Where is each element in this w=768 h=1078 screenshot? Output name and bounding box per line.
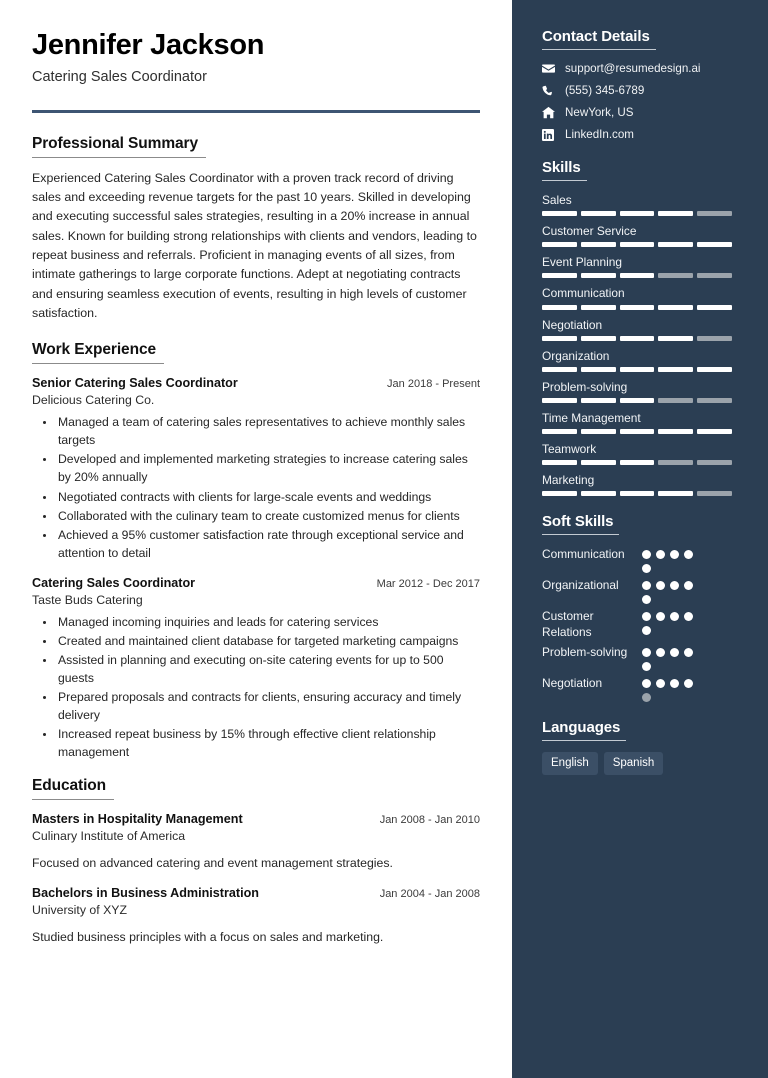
skill-label: Organization <box>542 348 610 363</box>
skill-level-segment <box>542 491 577 496</box>
skill-label: Sales <box>542 193 572 208</box>
work-experience-item <box>32 575 480 761</box>
skill-level-segment <box>697 367 732 372</box>
skill-level-segment <box>620 336 655 341</box>
work-item-title: Senior Catering Sales Coordinator <box>32 376 238 391</box>
candidate-name: Jennifer Jackson <box>32 29 265 61</box>
section-work-experience <box>32 341 480 760</box>
work-bullet: • Increased repeat business by 15% through effective client relationship management <box>56 725 480 761</box>
soft-skill-rating <box>642 675 704 702</box>
soft-skill-rating <box>642 644 704 671</box>
skill-level-segment <box>581 305 616 310</box>
work-experience-item <box>32 375 480 561</box>
language-chip[interactable]: English <box>542 752 598 775</box>
rating-dot <box>642 679 651 688</box>
section-heading-languages: Languages <box>542 719 626 741</box>
rating-dot <box>684 648 693 657</box>
work-item-dates: Jan 2018 - Present <box>387 378 480 391</box>
soft-skill-label: Problem-solving <box>542 645 628 659</box>
languages-list <box>542 752 738 775</box>
skill-level-segment <box>581 242 616 247</box>
skill-label: Problem-solving <box>542 379 628 394</box>
section-skills <box>542 159 738 496</box>
work-item-bullets <box>32 613 480 761</box>
skill-label: Marketing <box>542 472 595 487</box>
work-item-header <box>32 375 480 392</box>
skill-level-segment <box>658 429 693 434</box>
skill-level-segment <box>658 242 693 247</box>
rating-dot <box>684 679 693 688</box>
skill-level-segment <box>697 491 732 496</box>
education-item-header <box>32 885 480 902</box>
skill-level-bar <box>542 336 732 341</box>
rating-dot <box>642 693 651 702</box>
skill-level-segment <box>542 460 577 465</box>
skill-level-segment <box>697 242 732 247</box>
soft-skill-label: Organizational <box>542 577 619 592</box>
rating-dot <box>642 626 651 635</box>
skill-level-segment <box>658 398 693 403</box>
education-item-description: Focused on advanced catering and event management strategies. <box>32 855 393 870</box>
rating-dot <box>684 612 693 621</box>
skill-level-segment <box>542 398 577 403</box>
phone-icon <box>542 84 559 97</box>
skill-level-segment <box>658 367 693 372</box>
work-item-organization: Taste Buds Catering <box>32 592 143 607</box>
contact-item-value: (555) 345-6789 <box>565 84 645 98</box>
contact-item-value: LinkedIn.com <box>565 128 634 142</box>
section-languages <box>542 719 738 775</box>
skill-level-segment <box>697 460 732 465</box>
soft-skill-rating <box>642 608 704 635</box>
rating-dot <box>670 581 679 590</box>
work-item-title: Catering Sales Coordinator <box>32 575 196 590</box>
skill-level-segment <box>620 429 655 434</box>
work-item-dates: Mar 2012 - Dec 2017 <box>376 577 480 590</box>
work-bullet: • Achieved a 95% customer satisfaction rate through exceptional service and attention to detail <box>56 526 480 562</box>
skill-level-bar <box>542 273 732 278</box>
skill-level-segment <box>542 273 577 278</box>
education-item-description: Studied business principles with a focus on sales and marketing. <box>32 929 384 944</box>
rating-dot <box>656 648 665 657</box>
skill-level-segment <box>581 336 616 341</box>
skill-level-segment <box>581 398 616 403</box>
skill-level-segment <box>697 305 732 310</box>
rating-dot <box>684 581 693 590</box>
skills-list <box>542 192 738 496</box>
skill-level-segment <box>658 273 693 278</box>
contact-item[interactable] <box>542 83 738 98</box>
education-item-school: University of XYZ <box>32 903 127 918</box>
skill-level-segment <box>697 273 732 278</box>
skill-level-segment <box>542 367 577 372</box>
rating-dot <box>642 581 651 590</box>
soft-skill-item <box>542 577 738 604</box>
skill-level-segment <box>658 211 693 216</box>
skill-level-segment <box>697 336 732 341</box>
skill-level-segment <box>620 491 655 496</box>
skill-level-segment <box>697 429 732 434</box>
education-item-dates: Jan 2008 - Jan 2010 <box>379 813 480 826</box>
rating-dot <box>670 679 679 688</box>
language-chip[interactable]: Spanish <box>604 752 664 775</box>
skill-level-segment <box>620 367 655 372</box>
contact-item[interactable] <box>542 127 738 142</box>
rating-dot <box>656 581 665 590</box>
skill-level-segment <box>658 305 693 310</box>
skill-level-bar <box>542 491 732 496</box>
skill-level-segment <box>620 398 655 403</box>
skill-level-bar <box>542 460 732 465</box>
skill-level-segment <box>581 460 616 465</box>
section-education <box>32 777 480 947</box>
education-list <box>32 811 480 947</box>
sidebar <box>512 0 768 1078</box>
skill-level-segment <box>697 398 732 403</box>
candidate-job-title: Catering Sales Coordinator <box>32 68 207 85</box>
section-heading-soft-skills: Soft Skills <box>542 513 619 535</box>
work-bullet: • Negotiated contracts with clients for large-scale events and weddings <box>56 488 480 506</box>
skill-level-segment <box>542 429 577 434</box>
contact-item-value: NewYork, US <box>565 106 634 120</box>
soft-skills-list <box>542 546 738 702</box>
rating-dot <box>670 612 679 621</box>
skill-level-segment <box>542 305 577 310</box>
skill-level-segment <box>620 273 655 278</box>
section-heading-work: Work Experience <box>32 341 164 364</box>
soft-skill-label: Communication <box>542 546 625 561</box>
education-item <box>32 811 480 872</box>
rating-dot <box>656 550 665 559</box>
skill-level-segment <box>581 367 616 372</box>
section-heading-skills: Skills <box>542 159 587 181</box>
section-heading-contact: Contact Details <box>542 28 656 50</box>
contact-item-value: support@resumedesign.ai <box>565 62 701 75</box>
rating-dot <box>656 612 665 621</box>
rating-dot <box>670 550 679 559</box>
skill-level-segment <box>542 336 577 341</box>
work-bullet: • Collaborated with the culinary team to create customized menus for clients <box>56 507 480 525</box>
summary-text: Experienced Catering Sales Coordinator with a proven track record of driving sales and exceeding revenue targets for the past 10 years. Skilled in developing and executing successful sales strategies, resulting in a 20% increase in annual sales. Known for building strong relationships with clients and vendors, leading to repeat business and referrals. Proficient in managing events of all sizes, from intimate gatherings to large corporate functions. Adept at negotiating contracts and ensuring seamless execution of events, resulting in high levels of customer satisfaction. <box>32 170 477 321</box>
skill-level-segment <box>658 460 693 465</box>
soft-skill-rating <box>642 577 704 604</box>
skill-level-bar <box>542 367 732 372</box>
skill-label: Negotiation <box>542 317 603 332</box>
section-heading-education: Education <box>32 777 114 800</box>
skill-level-segment <box>542 211 577 216</box>
skill-label: Teamwork <box>542 441 597 456</box>
rating-dot <box>684 550 693 559</box>
section-heading-summary: Professional Summary <box>32 135 206 158</box>
education-item-header <box>32 811 480 828</box>
education-item-degree: Bachelors in Business Administration <box>32 886 259 901</box>
rating-dot <box>670 648 679 657</box>
rating-dot <box>642 648 651 657</box>
soft-skill-item <box>542 644 738 671</box>
work-item-organization: Delicious Catering Co. <box>32 393 155 408</box>
skill-level-bar <box>542 429 732 434</box>
skill-level-segment <box>658 336 693 341</box>
skill-level-bar <box>542 242 732 247</box>
skill-level-segment <box>581 211 616 216</box>
skill-level-segment <box>581 429 616 434</box>
contact-item[interactable] <box>542 61 738 76</box>
work-experience-list <box>32 375 480 760</box>
skill-level-bar <box>542 398 732 403</box>
skill-level-segment <box>620 305 655 310</box>
skill-level-segment <box>620 211 655 216</box>
work-bullet: • Assisted in planning and executing on-site catering events for up to 500 guests <box>56 651 480 687</box>
work-bullet: • Managed a team of catering sales representatives to achieve monthly sales targets <box>56 413 480 449</box>
skill-level-segment <box>620 460 655 465</box>
soft-skill-rating <box>642 546 704 573</box>
soft-skill-item <box>542 675 738 702</box>
rating-dot <box>656 679 665 688</box>
section-professional-summary <box>32 135 480 324</box>
header-divider <box>32 110 480 113</box>
envelope-icon <box>542 62 559 75</box>
work-bullet: • Created and maintained client database for targeted marketing campaigns <box>56 632 480 650</box>
skill-level-segment <box>542 242 577 247</box>
contact-list <box>542 61 738 142</box>
skill-label: Time Management <box>542 410 641 425</box>
soft-skill-label: Customer Relations <box>542 608 594 639</box>
section-soft-skills <box>542 513 738 702</box>
section-contact-details <box>542 28 738 142</box>
soft-skill-label: Negotiation <box>542 676 603 690</box>
rating-dot <box>642 612 651 621</box>
skill-label: Communication <box>542 286 625 301</box>
rating-dot <box>642 662 651 671</box>
rating-dot <box>642 595 651 604</box>
skill-level-segment <box>581 273 616 278</box>
rating-dot <box>642 550 651 559</box>
skill-level-segment <box>697 211 732 216</box>
soft-skill-item <box>542 608 738 640</box>
education-item-dates: Jan 2004 - Jan 2008 <box>379 888 480 901</box>
resume-header <box>32 30 480 113</box>
contact-item[interactable] <box>542 105 738 120</box>
work-bullet: • Prepared proposals and contracts for clients, ensuring accuracy and timely delivery <box>56 688 480 724</box>
skill-level-segment <box>581 491 616 496</box>
education-item <box>32 885 480 946</box>
skill-level-segment <box>658 491 693 496</box>
education-item-degree: Masters in Hospitality Management <box>32 811 243 826</box>
home-icon <box>542 106 559 119</box>
skill-level-bar <box>542 305 732 310</box>
work-item-header <box>32 575 480 592</box>
work-bullet: • Developed and implemented marketing strategies to increase catering sales by 20% annually <box>56 450 480 486</box>
soft-skill-item <box>542 546 738 573</box>
skill-level-bar <box>542 211 732 216</box>
rating-dot <box>642 564 651 573</box>
work-bullet: • Managed incoming inquiries and leads for catering services <box>56 613 480 631</box>
education-item-school: Culinary Institute of America <box>32 828 186 843</box>
skill-label: Event Planning <box>542 255 622 270</box>
skill-level-segment <box>620 242 655 247</box>
skill-label: Customer Service <box>542 224 637 239</box>
linkedin-icon <box>542 129 559 141</box>
work-item-bullets <box>32 413 480 561</box>
